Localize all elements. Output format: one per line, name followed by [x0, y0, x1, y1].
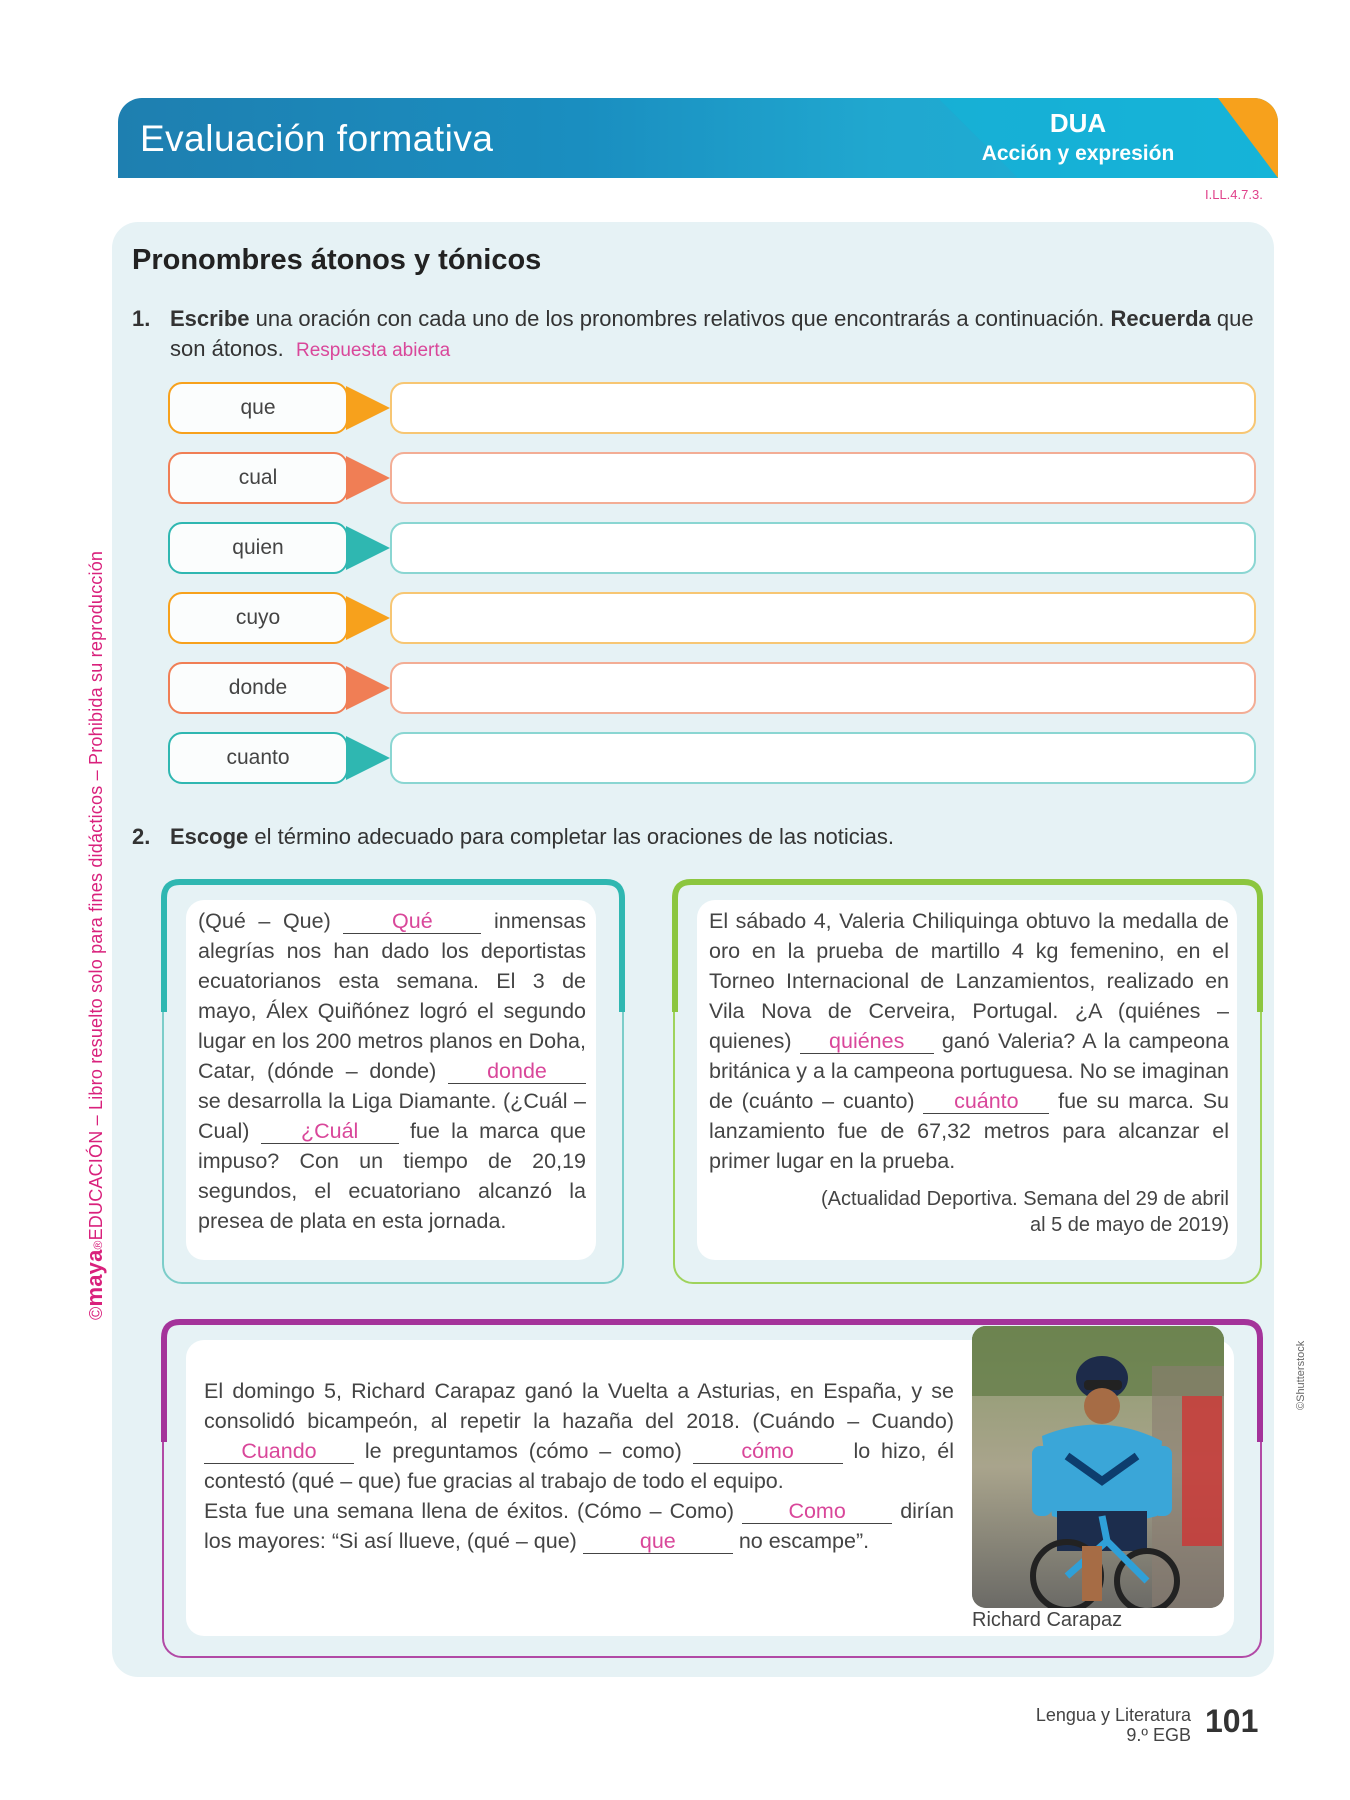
pronoun-label: cuanto: [168, 732, 348, 784]
instruction-text-2: que son átonos.: [170, 306, 1254, 361]
registered-mark: ®: [91, 1240, 105, 1250]
answer-box[interactable]: [390, 592, 1256, 644]
answer-box[interactable]: [390, 662, 1256, 714]
instruction-text: una oración con cada uno de los pronombres relativos que encontrarás a continuación.: [249, 306, 1111, 331]
photo-credit: ©Shutterstock: [1295, 1340, 1307, 1410]
news-text-2: [709, 906, 1229, 1176]
section-title: Pronombres átonos y tónicos: [132, 244, 542, 276]
question-number: 1.: [132, 306, 151, 331]
sentence: (Qué – Que): [198, 909, 331, 933]
instruction-verb: Escribe: [170, 306, 250, 331]
pronoun-label: quien: [168, 522, 348, 574]
pronoun-label: que: [168, 382, 348, 434]
page-number: 101: [1205, 1703, 1259, 1739]
arrow-icon: [346, 736, 390, 780]
sentence: El sábado 4, Valeria Chiliquinga obtuvo la medalla de oro en la prueba de martillo 4 kg femenino, en el Torneo Internacional de Lanzamientos, realizado en Vila Nova de Cerveira, Portugal. ¿A (quiénes – quienes): [709, 909, 1229, 1053]
news-text-1: [198, 906, 586, 1236]
cyclist-photo: [972, 1326, 1224, 1608]
answer-blank[interactable]: cuánto: [923, 1089, 1049, 1114]
grade-level: 9.º EGB: [1126, 1725, 1191, 1745]
sentence: inmensas alegrías nos han dado los deportistas ecuatorianos esta semana. El 3 de mayo, Álex Quiñónez logró el segundo lugar en los 200 metros planos en Doha, Catar, (dónde – donde): [198, 909, 586, 1083]
pronoun-row-cuyo: [168, 592, 1258, 644]
sentence: dirían los mayores: “Si así llueve, (qué – que): [204, 1499, 954, 1553]
answer-blank[interactable]: cómo: [693, 1439, 843, 1464]
dua-subtitle: Acción y expresión: [981, 142, 1175, 165]
news-source: [821, 1186, 1229, 1238]
sentence: se desarrolla la Liga Diamante. (¿Cuál – Cual): [198, 1089, 586, 1143]
arrow-icon: [346, 456, 390, 500]
question-number: 2.: [132, 824, 151, 849]
news-card-2: [697, 900, 1237, 1260]
question-text: [170, 304, 1262, 366]
pronoun-row-que: [168, 382, 1258, 434]
copyright-text: EDUCACIÓN – Libro resuelto solo para fines didácticos – Prohibida su reproducción: [86, 550, 106, 1241]
answer-box[interactable]: [390, 452, 1256, 504]
dua-badge: [938, 98, 1278, 178]
copyright-sidebar: [82, 480, 112, 1320]
source-line-1: (Actualidad Deportiva. Semana del 29 de abril: [820, 1188, 1229, 1210]
pronoun-label: cual: [168, 452, 348, 504]
arrow-icon: [346, 666, 390, 710]
arrow-icon: [346, 386, 390, 430]
pronoun-row-donde: [168, 662, 1258, 714]
pronoun-label: donde: [168, 662, 348, 714]
question-1: [132, 304, 1262, 366]
sentence: no escampe”.: [738, 1529, 870, 1553]
question-2: [132, 822, 1262, 852]
question-text: [170, 822, 1262, 852]
sentence: Esta fue una semana llena de éxitos. (Cómo – Como): [204, 1499, 735, 1523]
instruction-text: el término adecuado para completar las oraciones de las noticias.: [248, 824, 894, 849]
pronoun-row-quien: [168, 522, 1258, 574]
instruction-verb: Escoge: [170, 824, 249, 849]
answer-blank[interactable]: donde: [448, 1059, 586, 1084]
answer-blank[interactable]: ¿Cuál: [261, 1119, 399, 1144]
sentence: ganó Valeria? A la campeona británica y a la campeona portuguesa. No se imaginan de (cuánto – cuanto): [709, 1029, 1229, 1113]
answer-box[interactable]: [390, 732, 1256, 784]
answer-box[interactable]: [390, 382, 1256, 434]
indicator-code: I.LL.4.7.3.: [1205, 187, 1263, 202]
news-text-3: [204, 1376, 954, 1556]
answer-blank[interactable]: Como: [742, 1499, 892, 1524]
brand-logo: maya: [82, 1249, 107, 1307]
instruction-verb-2: Recuerda: [1110, 306, 1211, 331]
answer-box[interactable]: [390, 522, 1256, 574]
arrow-icon: [346, 596, 390, 640]
sentence: fue su marca. Su lanzamiento fue de 67,32 metros para alcanzar el primer lugar en la prueba.: [709, 1089, 1229, 1173]
subject-name: Lengua y Literatura: [1035, 1705, 1191, 1725]
header-banner: [118, 98, 1278, 178]
pronoun-label: cuyo: [168, 592, 348, 644]
sentence: le preguntamos (cómo – como): [364, 1439, 682, 1463]
answer-blank[interactable]: Qué: [343, 909, 481, 934]
photo-caption: Richard Carapaz: [972, 1609, 1123, 1631]
footer-subject: [1005, 1705, 1191, 1745]
sentence: lo hizo, él contestó (qué – que) fue gracias al trabajo de todo el equipo.: [204, 1439, 954, 1493]
sentence: El domingo 5, Richard Carapaz ganó la Vuelta a Asturias, en España, y se consolidó bicampeón, al repetir la hazaña del 2018. (Cuándo – Cuando): [204, 1379, 954, 1433]
pronoun-row-cuanto: [168, 732, 1258, 784]
answer-note: Respuesta abierta: [295, 340, 451, 361]
copyright-symbol: ©: [86, 1306, 106, 1320]
answer-blank[interactable]: Cuando: [204, 1439, 354, 1464]
page-title: Evaluación formativa: [140, 118, 494, 159]
dua-label: DUA: [1049, 108, 1107, 138]
source-line-2: al 5 de mayo de 2019): [1029, 1214, 1229, 1236]
news-card-1: [186, 900, 596, 1260]
arrow-icon: [346, 526, 390, 570]
sentence: fue la marca que impuso? Con un tiempo de 20,19 segundos, el ecuatoriano alcanzó la presea de plata en esta jornada.: [198, 1119, 586, 1233]
answer-blank[interactable]: quiénes: [800, 1029, 934, 1054]
answer-blank[interactable]: que: [583, 1529, 733, 1554]
pronoun-row-cual: [168, 452, 1258, 504]
cyclist-illustration: [972, 1326, 1224, 1608]
